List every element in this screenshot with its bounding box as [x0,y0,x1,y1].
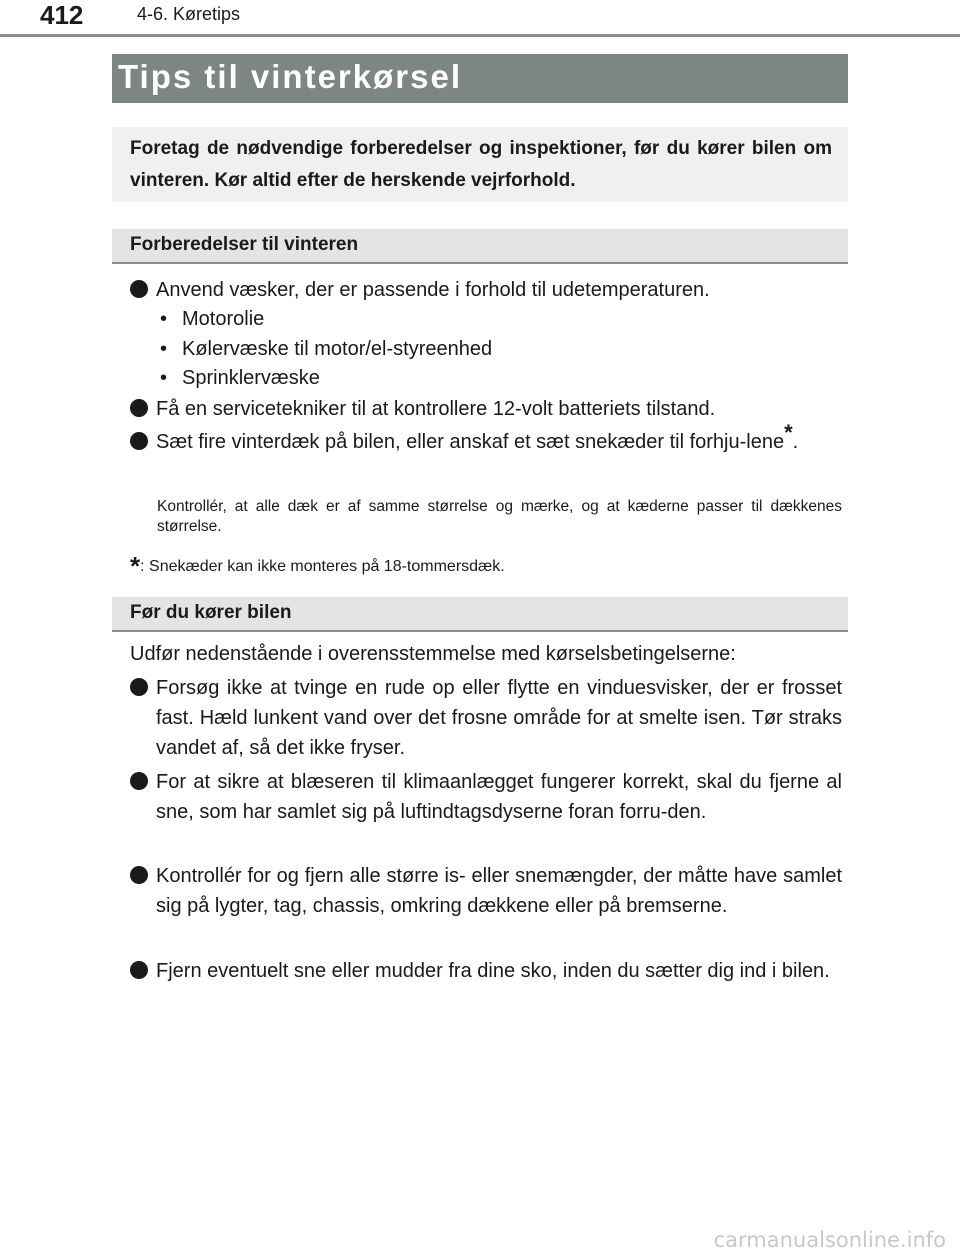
list-item [130,673,842,763]
lead-text: Udfør nedenstående i overensstemmelse med kørselsbetingelserne: [130,643,736,665]
footnote [130,551,505,582]
bullet-icon [130,866,148,884]
list-item-text: Sæt fire vinterdæk på bilen, eller anskaf et sæt snekæder til forhju-lene*. [156,420,799,453]
page-number: 412 [40,0,84,30]
sub-list-item-text: Kølervæske til motor/el-styreenhed [182,338,493,360]
bullet-icon [130,772,148,790]
sub-list-item [160,334,492,364]
list-item [130,394,842,424]
small-bullet-icon: • [160,308,168,330]
list-item-text: Kontrollér for og fjern alle større is- eller snemængder, der måtte have samlet sig på lygter, tag, chassis, omkring dækkene eller på bremserne. [156,865,842,917]
bullet-icon [130,961,148,979]
list-item [130,420,842,457]
list-item-text: Anvend væsker, der er passende i forhold til udetemperaturen. [156,279,710,301]
page-title: Tips til vinterkørsel [118,58,462,95]
watermark: carmanualsonline.info [713,1228,946,1252]
list-item [130,861,842,921]
list-item-text: Fjern eventuelt sne eller mudder fra dine sko, inden du sætter dig ind i bilen. [156,960,830,982]
page-header [0,0,960,40]
list-item [130,956,842,986]
intro-text: Foretag de nødvendige forberedelser og inspektioner, før du kører bilen om vinteren. Kør altid efter de herskende vejrforhold. [130,138,832,191]
header-divider [0,34,960,37]
section-heading-label: Forberedelser til vinteren [130,234,359,255]
footnote-marker: * [784,420,793,445]
list-item-text: For at sikre at blæseren til klimaanlægget fungerer korrekt, skal du fjerne al sne, som har samlet sig på luftindtagsdyserne foran forru-den. [156,771,842,823]
list-item [130,275,842,305]
bullet-icon [130,280,148,298]
small-bullet-icon: • [160,367,168,389]
title-banner [112,54,848,103]
list-item-text: Få en servicetekniker til at kontrollere 12-volt batteriets tilstand. [156,398,716,420]
footnote-text: : Snekæder kan ikke monteres på 18-tommersdæk. [140,558,505,575]
bullet-icon [130,432,148,450]
list-item [130,767,842,827]
footnote-star: * [130,551,141,581]
bullet-icon [130,399,148,417]
section-heading-preparations [112,229,848,264]
section-heading-before-driving [112,597,848,632]
sub-list-item [160,363,320,393]
note-text: Kontrollér, at alle dæk er af samme størrelse og mærke, og at kæderne passer til dækkenes størrelse. [157,498,842,535]
sub-list-item [160,304,264,334]
sub-list-item-text: Motorolie [182,308,265,330]
bullet-icon [130,678,148,696]
sub-list-item-text: Sprinklervæske [182,367,320,389]
small-bullet-icon: • [160,338,168,360]
intro-box [112,127,848,202]
list-item-text: Forsøg ikke at tvinge en rude op eller flytte en vinduesvisker, der er frosset fast. Hæld lunkent vand over det frosne område for at smelte isen. Tør straks vandet af, så det ikke fryser. [156,677,842,759]
section-heading-label: Før du kører bilen [130,602,292,623]
section-path: 4-6. Køretips [137,4,241,24]
